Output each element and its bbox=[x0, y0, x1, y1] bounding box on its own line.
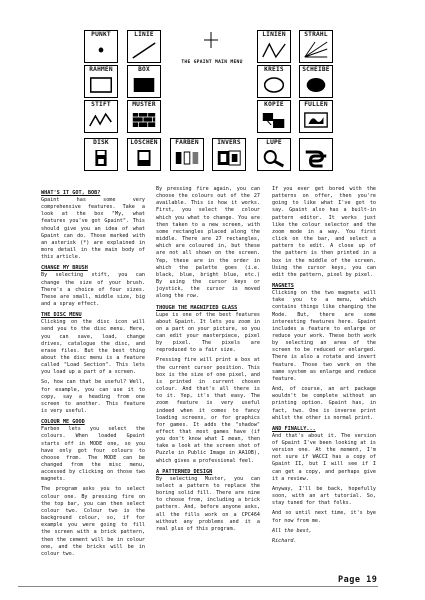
menu-tile-label: FARBEN bbox=[175, 139, 199, 146]
menu-tile-label: KREIS bbox=[264, 66, 284, 73]
body-paragraph: The program asks you to select colour one. By pressing fire on the top bar, you can then select colour two. Colour two is the background colour, so, if for example you were going to fill the screen with a brick pattern, then the cement will be in colour one, and the bricks will be in colour two. bbox=[41, 486, 145, 557]
column-rule bbox=[147, 180, 148, 570]
body-paragraph: Farben lets you select the colours. When loaded Gpaint starts off in MODE one, so you have only got four colours to choose from. The MODE can be changed from the misc menu, accessed by clicking on those two magnets. bbox=[41, 426, 145, 483]
menu-tile-label: MUSTER bbox=[132, 101, 156, 108]
menu-tile-label: BOX bbox=[138, 66, 150, 73]
menu-tile-stift[interactable] bbox=[84, 100, 118, 133]
body-paragraph: Anyway, I'll be back, hopefully soon, with an art tutorial. So, stay tuned for that folks. bbox=[272, 485, 376, 507]
menu-tile-label: FÜLLEN bbox=[304, 101, 328, 108]
menu-tile-linie[interactable] bbox=[127, 30, 161, 63]
gpaint-main-menu-screenshot bbox=[84, 30, 341, 175]
invert-icon bbox=[215, 148, 243, 168]
article-column-2 bbox=[156, 186, 260, 536]
pen-icon bbox=[87, 110, 115, 130]
section-heading: THE DISC MENU bbox=[41, 312, 82, 319]
menu-tile-label: LÖSCHEN bbox=[130, 139, 158, 146]
menu-tile-linien[interactable] bbox=[257, 30, 291, 63]
body-paragraph: And that's about it. The version of Gpaint I've been looking at is version one. At the moment, I'm not sure if WACCI has a copy of Gpaint II, but I will see if I can get a copy, and perhaps give it a review. bbox=[272, 432, 376, 482]
menu-tile-label: SCHEIBE bbox=[302, 66, 330, 73]
section-heading: COLOUR ME GOOD bbox=[41, 419, 85, 426]
menu-tile-rahmen[interactable] bbox=[84, 65, 118, 98]
menu-tile-lupe[interactable] bbox=[257, 138, 291, 171]
menu-tile-label: KOPIE bbox=[264, 101, 284, 108]
section-heading: AND FINALLY... bbox=[272, 425, 316, 432]
pattern-icon bbox=[130, 110, 158, 130]
menu-tile-label: LINIE bbox=[134, 31, 154, 38]
body-paragraph: Clicking on the disc icon will send you to the disc menu. Here, you can save, load, change drives, catalogue the disc, and erase files. But the best thing about the disc menu is a feature called "Load Section". This lets you load up a part of a screen. bbox=[41, 319, 145, 376]
ray-icon bbox=[302, 40, 330, 60]
body-paragraph: And, of course, an art package wouldn't be complete without an printing option. Gpaint has, in fact, two. One is inverse print whilst the other is normal print. bbox=[272, 386, 376, 421]
section-heading: CHANGE MY BRUSH bbox=[41, 265, 88, 272]
menu-tile-punkt[interactable] bbox=[84, 30, 118, 63]
menu-tile-box[interactable] bbox=[127, 65, 161, 98]
dot-icon bbox=[87, 40, 115, 60]
fill-icon bbox=[302, 110, 330, 130]
menu-tile-muster[interactable] bbox=[127, 100, 161, 133]
menu-tile-kopie[interactable] bbox=[257, 100, 291, 133]
body-paragraph: By pressing fire again, you can choose the colours out of the 27 available. This is how it works. First, you select the colour which you what to change. You are then taken to a new screen, with some rectangles placed along the middle. There are 27 rectangles, which are coloured in, but these are not all shown on the screen. Yep, these are in the order in which the palette goes (i.e. black, blue, bright blue, etc.) By using the cursor keys or joystick, the cursor is moved along the row. bbox=[156, 186, 260, 300]
menu-tile-kreis[interactable] bbox=[257, 65, 291, 98]
body-paragraph: And so until next time, it's bye for now from me. bbox=[272, 510, 376, 524]
menu-tile-label bbox=[300, 139, 332, 147]
article-column-3 bbox=[272, 186, 376, 548]
disc-icon bbox=[302, 75, 330, 95]
colours-icon bbox=[173, 148, 201, 168]
menu-tile-füllen[interactable] bbox=[299, 100, 333, 133]
disk-icon bbox=[87, 148, 115, 168]
section-heading: A PATTERNED DESIGN bbox=[156, 468, 213, 475]
menu-tile-löschen[interactable] bbox=[127, 138, 161, 171]
lines-icon bbox=[260, 40, 288, 60]
menu-tile-label: PUNKT bbox=[91, 31, 111, 38]
menu-tile-magnet[interactable] bbox=[299, 138, 333, 171]
body-paragraph: By selecting Muster, you can select a pattern to replace the boring solid fill. There are nine to choose from, including a brick pattern. And, before anyone asks, all the fills work on a CPC464 without any problems and it a real plus of this program. bbox=[156, 475, 260, 532]
footer-rule bbox=[18, 586, 378, 587]
section-heading: WHAT'S IT GOT, BOB? bbox=[41, 190, 101, 196]
body-paragraph: So, how can that be useful? Well, for example, you can use it to copy, say a heading from one screen to another. This feature is very useful. bbox=[41, 379, 145, 415]
box-icon bbox=[130, 75, 158, 95]
menu-tile-scheibe[interactable] bbox=[299, 65, 333, 98]
menu-tile-label: INVERS bbox=[217, 139, 241, 146]
crosshair-cursor-icon bbox=[204, 32, 218, 48]
body-paragraph: By selecting stift, you can change the size of your brush. There's a choice of four sizes. These are small, middle size, big and a spray effect. bbox=[41, 272, 145, 308]
signature-line: Richard. bbox=[272, 537, 297, 544]
circle-icon bbox=[260, 75, 288, 95]
article-column-1 bbox=[41, 186, 145, 561]
section-heading: THOUGH THE MAGNIFIED GLASS bbox=[156, 304, 238, 311]
menu-tile-label: LINIEN bbox=[262, 31, 286, 38]
erase-icon bbox=[130, 148, 158, 168]
menu-tile-invers[interactable] bbox=[212, 138, 246, 171]
menu-tile-label: STRAHL bbox=[304, 31, 328, 38]
menu-tile-label: DISK bbox=[93, 139, 109, 146]
body-paragraph: Clicking on the two magnets will take you to a menu, which contains things like changing the Mode. But, there are some interesting features here. Gpaint includes a feature to enlarge or reduce your work. These both work by selecting an area of the screen to be reduced or enlarged. There is also a rotate and invert feature. Those two work on the same system as enlarge and reduce feature. bbox=[272, 290, 376, 382]
menu-tile-label: RAHMEN bbox=[89, 66, 113, 73]
body-paragraph: Lupe is one of the best features about Gpaint. It lets you zoom in on a part on your picture, so you can edit your masterpiece, pixel by pixel. The pixels are reproduced to a fair size. bbox=[156, 311, 260, 354]
section-heading: MAGNETS bbox=[272, 283, 294, 290]
menu-tile-strahl[interactable] bbox=[299, 30, 333, 63]
menu-tile-label: LUPE bbox=[266, 139, 282, 146]
menu-tile-disk[interactable] bbox=[84, 138, 118, 171]
frame-icon bbox=[87, 75, 115, 95]
menu-screen-title: THE GPAINT MAIN MENU bbox=[181, 60, 243, 65]
copy-icon bbox=[260, 110, 288, 130]
menu-tile-farben[interactable] bbox=[170, 138, 204, 171]
magnifier-icon bbox=[260, 148, 288, 168]
body-paragraph: Pressing fire will print a box at the current cursor position. This box is the size of one pixel, and is printed in current chosen colour. And that's all there is to it. Yep, it's that easy. The zoom feature is very useful indeed when it comes to fancy loading screens, or for graphics for games. It adds the "shadow" effect that most games have (if you don't know what I mean, then take a look at the screen shot of Puzzle in Public Image in AA1OB), which gives a professional feel. bbox=[156, 357, 260, 464]
magnet-icon bbox=[302, 148, 330, 168]
body-paragraph: If you ever get bored with the patterns on offer, then you're going to like what I've got to say. Gpaint also has a built-in pattern editor. It works just like the colour selector and the zoom mode in a way. You first click on the bar, and select a pattern to edit. A close up of the pattern is then printed in a box in the middle of the screen. Using the cursor keys, you can edit the pattern, pixel by pixel. bbox=[272, 186, 376, 278]
signature-line: All the best, bbox=[272, 527, 312, 534]
menu-tile-label: STIFT bbox=[91, 101, 111, 108]
body-paragraph: Gpaint has some very comprehensive features. Take a look at the box "My, what features you've got Gpaint". This should give you an idea of what Gpaint can do. Those marked with an asterisk (*) are explained in more detail in the main body of this article. bbox=[41, 197, 145, 261]
page-number: Page 19 bbox=[338, 575, 378, 585]
line-icon bbox=[130, 40, 158, 60]
